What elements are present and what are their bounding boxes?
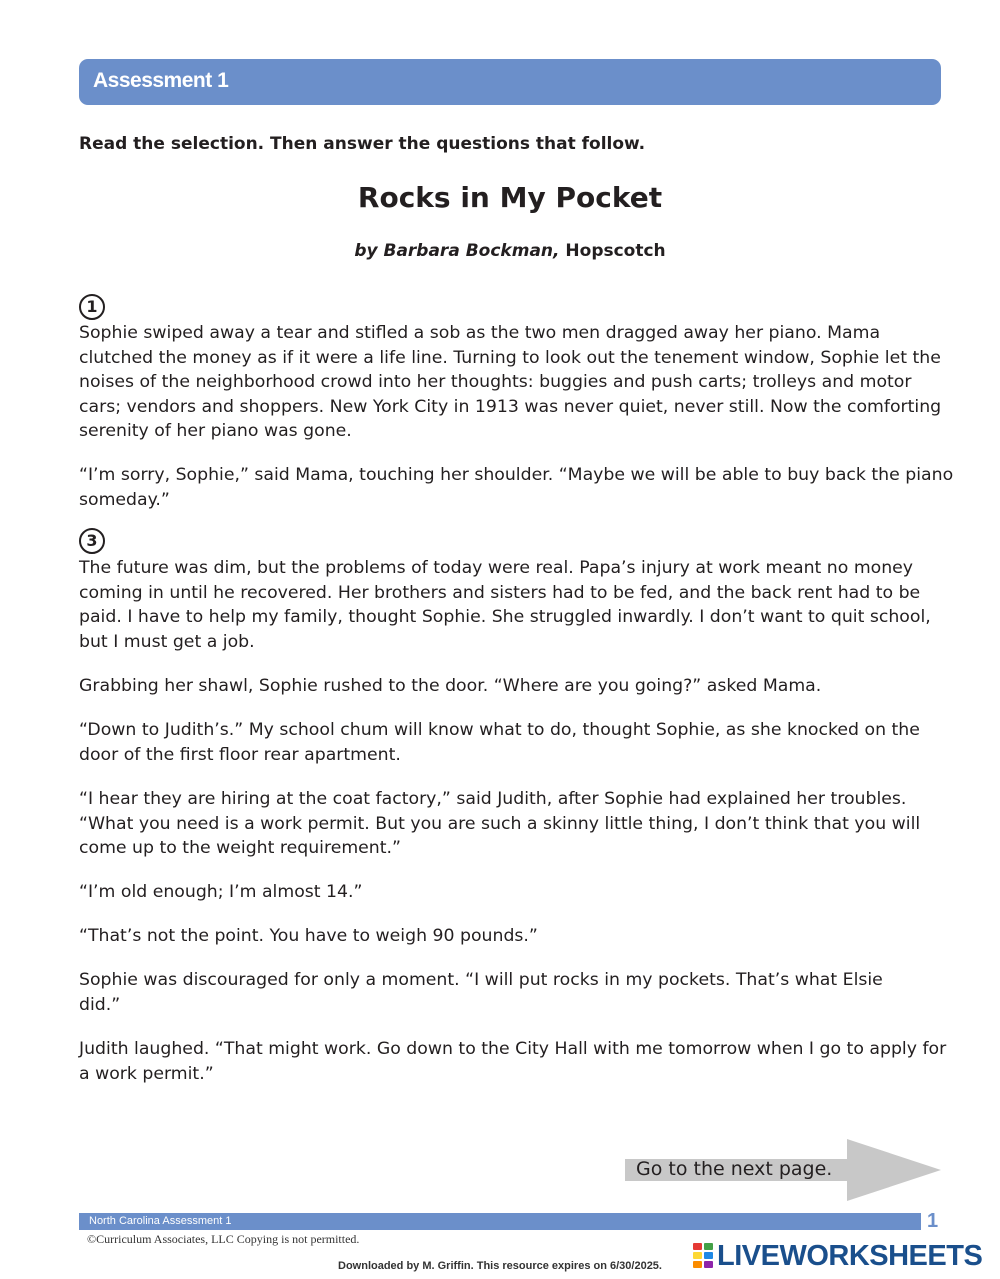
liveworksheets-logo-icon	[693, 1243, 713, 1269]
next-page-indicator	[625, 1139, 943, 1201]
page-number: 1	[927, 1210, 939, 1232]
liveworksheets-logo-text: LIVEWORKSHEETS	[717, 1240, 983, 1272]
story-paragraph: Sophie swiped away a tear and stifled a sob as the two men dragged away her piano. Mama clutched the money as if it were a life line. Turning to look out the tenement window, Sophie let the noises of the neighborhood crowd into her thoughts: buggies and push carts; trolleys and motor cars; vendors and shoppers. New York City in 1913 was never quiet, never still. Now the comforting serenity of her piano was gone.	[79, 323, 942, 441]
copyright-notice: ©Curriculum Associates, LLC Copying is not permitted.	[87, 1232, 360, 1246]
assessment-title: Assessment 1	[93, 69, 229, 92]
byline-source: Hopscotch	[565, 241, 666, 261]
paragraph-number-marker: 3	[79, 528, 105, 554]
download-note: Downloaded by M. Griffin. This resource expires on 6/30/2025.	[338, 1260, 662, 1272]
story-byline	[0, 241, 1000, 261]
story-paragraph: Sophie was discouraged for only a moment. “I will put rocks in my pockets. That’s what Elsie did.”	[79, 970, 883, 1015]
story-paragraph: “I hear they are hiring at the coat factory,” said Judith, after Sophie had explained her troubles. “What you need is a work permit. But you are such a skinny little thing, I don’t think that you will come up to the weight requirement.”	[79, 789, 921, 858]
instructions-text: Read the selection. Then answer the questions that follow.	[79, 134, 646, 154]
story-paragraph: “I’m sorry, Sophie,” said Mama, touching her shoulder. “Maybe we will be able to buy back the piano someday.”	[79, 465, 954, 510]
footer-assessment-label: North Carolina Assessment 1	[89, 1215, 232, 1227]
assessment-header-bar	[79, 59, 941, 105]
liveworksheets-logo	[693, 1240, 993, 1272]
footer-bar	[79, 1213, 921, 1230]
story-paragraph: Judith laughed. “That might work. Go down to the City Hall with me tomorrow when I go to apply for a work permit.”	[79, 1039, 947, 1084]
story-paragraph: “That’s not the point. You have to weigh 90 pounds.”	[79, 926, 538, 946]
story-title: Rocks in My Pocket	[357, 181, 663, 214]
byline-author: by Barbara Bockman,	[354, 241, 560, 261]
story-paragraph: “Down to Judith’s.” My school chum will know what to do, thought Sophie, as she knocked on the door of the first floor rear apartment.	[79, 720, 920, 765]
paragraph-number-marker: 1	[79, 294, 105, 320]
story-paragraph: Grabbing her shawl, Sophie rushed to the door. “Where are you going?” asked Mama.	[79, 676, 822, 696]
story-paragraph: “I’m old enough; I’m almost 14.”	[79, 882, 363, 902]
story-paragraph: The future was dim, but the problems of today were real. Papa’s injury at work meant no money coming in until he recovered. Her brothers and sisters had to be fed, and the back rent had to be paid. I have to help my family, thought Sophie. She struggled inwardly. I don’t want to quit school, but I must get a job.	[79, 558, 931, 652]
next-page-label: Go to the next page.	[636, 1158, 833, 1180]
